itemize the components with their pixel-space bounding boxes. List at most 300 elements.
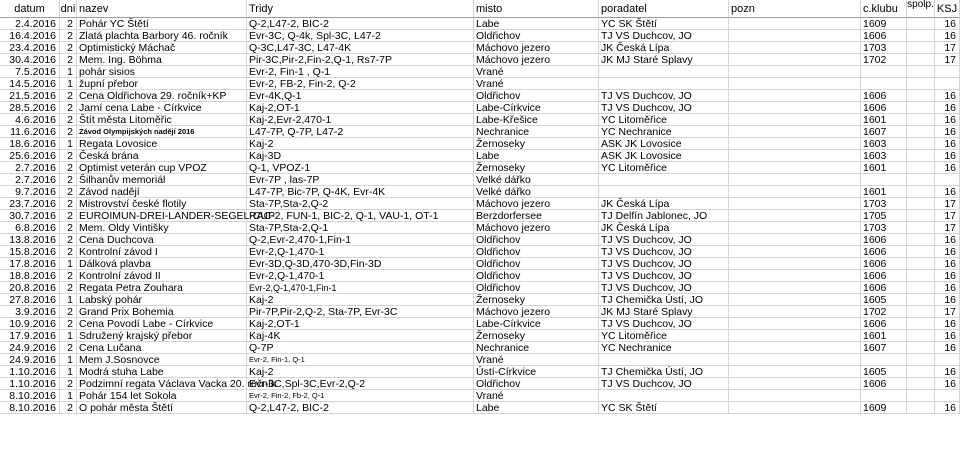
cell-spolp[interactable] (907, 102, 935, 114)
cell-pozn[interactable] (729, 174, 861, 186)
cell-ksj[interactable]: 17 (935, 222, 960, 234)
cell-nazev[interactable]: Grand Prix Bohemia (77, 306, 247, 318)
cell-datum[interactable]: 3.9.2016 (0, 306, 60, 318)
cell-cklubu[interactable]: 1705 (861, 210, 907, 222)
cell-spolp[interactable] (907, 390, 935, 402)
cell-dni[interactable]: 2 (60, 150, 77, 162)
cell-dni[interactable]: 2 (60, 18, 77, 30)
cell-nazev[interactable]: Sdružený krajský přebor (77, 330, 247, 342)
cell-pozn[interactable] (729, 90, 861, 102)
cell-ksj[interactable]: 16 (935, 186, 960, 198)
cell-datum[interactable]: 13.8.2016 (0, 234, 60, 246)
cell-nazev[interactable]: Regata Lovosice (77, 138, 247, 150)
cell-ksj[interactable] (935, 174, 960, 186)
cell-poradatel[interactable]: TJ Delfín Jablonec, JO (599, 210, 729, 222)
cell-cklubu[interactable] (861, 78, 907, 90)
cell-pozn[interactable] (729, 138, 861, 150)
cell-nazev[interactable]: Regata Petra Zouhara (77, 282, 247, 294)
cell-misto[interactable]: Máchovo jezero (474, 222, 599, 234)
cell-tridy[interactable]: Kaj-2 (247, 138, 474, 150)
cell-misto[interactable]: Labe (474, 18, 599, 30)
cell-nazev[interactable]: Labský pohár (77, 294, 247, 306)
cell-ksj[interactable]: 16 (935, 402, 960, 414)
cell-spolp[interactable] (907, 54, 935, 66)
cell-tridy[interactable]: L47-7P, Q-7P, L47-2 (247, 126, 474, 138)
cell-datum[interactable]: 30.4.2016 (0, 54, 60, 66)
cell-spolp[interactable] (907, 18, 935, 30)
cell-dni[interactable]: 2 (60, 162, 77, 174)
cell-poradatel[interactable]: YC SK Štětí (599, 402, 729, 414)
cell-nazev[interactable]: Jarní cena Labe - Církvice (77, 102, 247, 114)
cell-spolp[interactable] (907, 150, 935, 162)
cell-spolp[interactable] (907, 246, 935, 258)
cell-tridy[interactable]: Evr-3C,Spl-3C,Evr-2,Q-2 (247, 378, 474, 390)
cell-misto[interactable]: Oldřichov (474, 30, 599, 42)
cell-ksj[interactable] (935, 78, 960, 90)
header-misto[interactable]: misto (474, 0, 599, 18)
cell-pozn[interactable] (729, 270, 861, 282)
cell-poradatel[interactable] (599, 78, 729, 90)
cell-dni[interactable]: 2 (60, 30, 77, 42)
cell-pozn[interactable] (729, 30, 861, 42)
cell-dni[interactable]: 2 (60, 198, 77, 210)
cell-poradatel[interactable]: TJ VS Duchcov, JO (599, 318, 729, 330)
cell-pozn[interactable] (729, 318, 861, 330)
cell-datum[interactable]: 23.4.2016 (0, 42, 60, 54)
cell-tridy[interactable]: Evr-3D,Q-3D,470-3D,Fin-3D (247, 258, 474, 270)
header-nazev[interactable]: nazev (77, 0, 247, 18)
cell-nazev[interactable]: Pohár YC Štětí (77, 18, 247, 30)
cell-pozn[interactable] (729, 366, 861, 378)
header-poradatel[interactable]: poradatel (599, 0, 729, 18)
cell-misto[interactable]: Máchovo jezero (474, 42, 599, 54)
cell-dni[interactable]: 2 (60, 306, 77, 318)
cell-nazev[interactable]: Dálková plavba (77, 258, 247, 270)
cell-dni[interactable]: 2 (60, 186, 77, 198)
cell-cklubu[interactable]: 1606 (861, 318, 907, 330)
cell-poradatel[interactable]: TJ VS Duchcov, JO (599, 282, 729, 294)
cell-datum[interactable]: 8.10.2016 (0, 402, 60, 414)
cell-ksj[interactable]: 16 (935, 138, 960, 150)
cell-dni[interactable]: 2 (60, 378, 77, 390)
cell-poradatel[interactable]: TJ VS Duchcov, JO (599, 258, 729, 270)
cell-poradatel[interactable]: JK Česká Lípa (599, 222, 729, 234)
cell-dni[interactable]: 2 (60, 222, 77, 234)
cell-datum[interactable]: 16.4.2016 (0, 30, 60, 42)
cell-datum[interactable]: 25.6.2016 (0, 150, 60, 162)
cell-tridy[interactable]: Q-7P (247, 342, 474, 354)
cell-poradatel[interactable]: YC Nechranice (599, 126, 729, 138)
cell-misto[interactable]: Oldřichov (474, 258, 599, 270)
cell-pozn[interactable] (729, 18, 861, 30)
cell-pozn[interactable] (729, 330, 861, 342)
cell-misto[interactable]: Žernoseky (474, 138, 599, 150)
cell-poradatel[interactable]: ASK JK Lovosice (599, 138, 729, 150)
cell-datum[interactable]: 11.6.2016 (0, 126, 60, 138)
cell-pozn[interactable] (729, 186, 861, 198)
cell-tridy[interactable]: Evr-2,Q-1,470-1,Fin-1 (247, 282, 474, 294)
cell-pozn[interactable] (729, 54, 861, 66)
cell-nazev[interactable]: Cena Duchcova (77, 234, 247, 246)
cell-ksj[interactable]: 16 (935, 102, 960, 114)
cell-dni[interactable]: 1 (60, 330, 77, 342)
cell-nazev[interactable]: Mem. Ing. Böhma (77, 54, 247, 66)
cell-datum[interactable]: 7.5.2016 (0, 66, 60, 78)
cell-cklubu[interactable]: 1703 (861, 198, 907, 210)
cell-misto[interactable]: Vrané (474, 78, 599, 90)
cell-cklubu[interactable]: 1702 (861, 306, 907, 318)
cell-misto[interactable]: Žernoseky (474, 330, 599, 342)
cell-misto[interactable]: Vrané (474, 390, 599, 402)
cell-cklubu[interactable]: 1601 (861, 162, 907, 174)
cell-misto[interactable]: Máchovo jezero (474, 198, 599, 210)
cell-nazev[interactable]: Šilhanův memoriál (77, 174, 247, 186)
cell-datum[interactable]: 18.8.2016 (0, 270, 60, 282)
cell-cklubu[interactable]: 1605 (861, 294, 907, 306)
cell-cklubu[interactable]: 1606 (861, 282, 907, 294)
cell-ksj[interactable]: 16 (935, 162, 960, 174)
cell-ksj[interactable]: 16 (935, 90, 960, 102)
cell-pozn[interactable] (729, 78, 861, 90)
cell-spolp[interactable] (907, 342, 935, 354)
cell-spolp[interactable] (907, 174, 935, 186)
cell-tridy[interactable]: Q-1, VPOZ-1 (247, 162, 474, 174)
cell-datum[interactable]: 2.4.2016 (0, 18, 60, 30)
cell-spolp[interactable] (907, 270, 935, 282)
cell-cklubu[interactable]: 1601 (861, 114, 907, 126)
cell-datum[interactable]: 24.9.2016 (0, 342, 60, 354)
cell-datum[interactable]: 23.7.2016 (0, 198, 60, 210)
cell-cklubu[interactable]: 1606 (861, 234, 907, 246)
cell-datum[interactable]: 15.8.2016 (0, 246, 60, 258)
cell-spolp[interactable] (907, 294, 935, 306)
cell-cklubu[interactable]: 1601 (861, 330, 907, 342)
cell-nazev[interactable]: pohár sisios (77, 66, 247, 78)
cell-cklubu[interactable]: 1609 (861, 18, 907, 30)
cell-poradatel[interactable]: YC SK Štětí (599, 18, 729, 30)
cell-tridy[interactable]: Q-3C,L47-3C, L47-4K (247, 42, 474, 54)
cell-spolp[interactable] (907, 282, 935, 294)
cell-tridy[interactable]: Pir-7P,Pir-2,Q-2, Sta-7P, Evr-3C (247, 306, 474, 318)
header-spolp[interactable]: spolp. (907, 0, 935, 18)
cell-misto[interactable]: Oldřichov (474, 282, 599, 294)
cell-spolp[interactable] (907, 318, 935, 330)
cell-nazev[interactable]: Kontrolní závod I (77, 246, 247, 258)
cell-poradatel[interactable]: TJ VS Duchcov, JO (599, 234, 729, 246)
cell-ksj[interactable]: 16 (935, 318, 960, 330)
cell-cklubu[interactable]: 1603 (861, 138, 907, 150)
cell-spolp[interactable] (907, 78, 935, 90)
cell-spolp[interactable] (907, 234, 935, 246)
cell-nazev[interactable]: Štít města Litoměřic (77, 114, 247, 126)
cell-dni[interactable]: 2 (60, 318, 77, 330)
cell-poradatel[interactable] (599, 66, 729, 78)
cell-cklubu[interactable]: 1606 (861, 246, 907, 258)
cell-tridy[interactable]: Evr-7P , las-7P (247, 174, 474, 186)
cell-ksj[interactable]: 17 (935, 54, 960, 66)
cell-pozn[interactable] (729, 246, 861, 258)
cell-cklubu[interactable]: 1609 (861, 402, 907, 414)
cell-pozn[interactable] (729, 342, 861, 354)
cell-spolp[interactable] (907, 330, 935, 342)
cell-pozn[interactable] (729, 42, 861, 54)
cell-poradatel[interactable]: JK Česká Lípa (599, 198, 729, 210)
cell-ksj[interactable]: 17 (935, 42, 960, 54)
cell-cklubu[interactable]: 1702 (861, 54, 907, 66)
cell-cklubu[interactable]: 1606 (861, 90, 907, 102)
cell-datum[interactable]: 1.10.2016 (0, 366, 60, 378)
cell-datum[interactable]: 17.9.2016 (0, 330, 60, 342)
cell-nazev[interactable]: Závod Olympijských nadějí 2016 (77, 126, 247, 138)
cell-spolp[interactable] (907, 66, 935, 78)
cell-dni[interactable]: 1 (60, 366, 77, 378)
cell-dni[interactable]: 2 (60, 114, 77, 126)
cell-nazev[interactable]: Zlatá plachta Barbory 46. ročník (77, 30, 247, 42)
cell-nazev[interactable]: Podzimní regata Václava Vacka 20. ročník (79, 378, 277, 390)
cell-misto[interactable]: Máchovo jezero (474, 54, 599, 66)
cell-pozn[interactable] (729, 378, 861, 390)
cell-poradatel[interactable]: YC Litoměřice (599, 114, 729, 126)
cell-nazev[interactable]: Česká brána (77, 150, 247, 162)
cell-dni[interactable]: 1 (60, 66, 77, 78)
cell-ksj[interactable]: 16 (935, 18, 960, 30)
cell-ksj[interactable]: 16 (935, 234, 960, 246)
cell-poradatel[interactable]: JK MJ Staré Splavy (599, 306, 729, 318)
cell-tridy[interactable]: Kaj-3D (247, 150, 474, 162)
cell-misto[interactable]: Žernoseky (474, 162, 599, 174)
cell-ksj[interactable]: 16 (935, 330, 960, 342)
cell-spolp[interactable] (907, 366, 935, 378)
cell-tridy[interactable]: Evr-2, Fin-1, Q-1 (247, 354, 474, 366)
cell-misto[interactable]: Nechranice (474, 342, 599, 354)
cell-dni[interactable]: 2 (60, 210, 77, 222)
cell-dni[interactable]: 2 (60, 270, 77, 282)
cell-datum[interactable]: 17.8.2016 (0, 258, 60, 270)
cell-datum[interactable]: 6.8.2016 (0, 222, 60, 234)
cell-dni[interactable]: 2 (60, 246, 77, 258)
cell-spolp[interactable] (907, 306, 935, 318)
cell-tridy[interactable]: Sta-7P,Sta-2,Q-2 (247, 198, 474, 210)
cell-spolp[interactable] (907, 186, 935, 198)
cell-cklubu[interactable]: 1606 (861, 102, 907, 114)
cell-ksj[interactable]: 16 (935, 366, 960, 378)
cell-misto[interactable]: Labe (474, 150, 599, 162)
header-tridy[interactable]: Tridy (247, 0, 474, 18)
cell-dni[interactable]: 2 (60, 90, 77, 102)
cell-dni[interactable]: 2 (60, 234, 77, 246)
cell-poradatel[interactable]: ASK JK Lovosice (599, 150, 729, 162)
cell-tridy[interactable]: Evr-2,Q-1,470-1 (247, 270, 474, 282)
cell-misto[interactable]: Labe (474, 402, 599, 414)
cell-cklubu[interactable]: 1607 (861, 126, 907, 138)
cell-poradatel[interactable]: TJ VS Duchcov, JO (599, 90, 729, 102)
cell-pozn[interactable] (729, 102, 861, 114)
cell-misto[interactable]: Labe-Církvice (474, 102, 599, 114)
cell-cklubu[interactable]: 1601 (861, 186, 907, 198)
cell-ksj[interactable]: 16 (935, 294, 960, 306)
cell-spolp[interactable] (907, 198, 935, 210)
cell-cklubu[interactable]: 1606 (861, 378, 907, 390)
cell-datum[interactable]: 2.7.2016 (0, 174, 60, 186)
cell-misto[interactable]: Máchovo jezero (474, 306, 599, 318)
cell-spolp[interactable] (907, 210, 935, 222)
cell-datum[interactable]: 21.5.2016 (0, 90, 60, 102)
cell-spolp[interactable] (907, 258, 935, 270)
cell-pozn[interactable] (729, 198, 861, 210)
cell-dni[interactable]: 1 (60, 138, 77, 150)
cell-spolp[interactable] (907, 162, 935, 174)
cell-datum[interactable]: 14.5.2016 (0, 78, 60, 90)
cell-pozn[interactable] (729, 258, 861, 270)
cell-cklubu[interactable]: 1603 (861, 150, 907, 162)
cell-ksj[interactable] (935, 390, 960, 402)
cell-cklubu[interactable]: 1606 (861, 30, 907, 42)
cell-nazev[interactable]: Cena Oldřichova 29. ročník+KP (77, 90, 247, 102)
cell-misto[interactable]: Žernoseky (474, 294, 599, 306)
cell-ksj[interactable]: 16 (935, 126, 960, 138)
cell-misto[interactable]: Oldřichov (474, 234, 599, 246)
cell-poradatel[interactable]: YC Nechranice (599, 342, 729, 354)
cell-nazev[interactable]: Optimist veterán cup VPOZ (77, 162, 247, 174)
cell-cklubu[interactable]: 1606 (861, 270, 907, 282)
cell-nazev[interactable]: Optimistický Máchač (77, 42, 247, 54)
cell-spolp[interactable] (907, 90, 935, 102)
cell-datum[interactable]: 4.6.2016 (0, 114, 60, 126)
cell-poradatel[interactable]: JK Česká Lípa (599, 42, 729, 54)
cell-datum[interactable]: 28.5.2016 (0, 102, 60, 114)
cell-datum[interactable]: 30.7.2016 (0, 210, 60, 222)
cell-nazev[interactable]: Mem J.Sosnovce (77, 354, 247, 366)
cell-dni[interactable]: 2 (60, 174, 77, 186)
cell-poradatel[interactable]: TJ VS Duchcov, JO (599, 270, 729, 282)
cell-dni[interactable]: 1 (60, 78, 77, 90)
cell-dni[interactable]: 2 (60, 282, 77, 294)
cell-poradatel[interactable]: TJ VS Duchcov, JO (599, 378, 729, 390)
cell-cklubu[interactable]: 1606 (861, 258, 907, 270)
cell-tridy[interactable]: Kaj-2,OT-1 (247, 318, 474, 330)
cell-datum[interactable]: 24.9.2016 (0, 354, 60, 366)
cell-pozn[interactable] (729, 162, 861, 174)
cell-cklubu[interactable] (861, 390, 907, 402)
cell-spolp[interactable] (907, 30, 935, 42)
cell-ksj[interactable] (935, 66, 960, 78)
cell-poradatel[interactable]: YC Litoměřice (599, 162, 729, 174)
cell-misto[interactable]: Velké dářko (474, 174, 599, 186)
cell-ksj[interactable]: 16 (935, 270, 960, 282)
cell-tridy[interactable]: Evr-3C, Q-4k, Spl-3C, L47-2 (247, 30, 474, 42)
cell-datum[interactable]: 10.9.2016 (0, 318, 60, 330)
cell-pozn[interactable] (729, 150, 861, 162)
cell-cklubu[interactable]: 1607 (861, 342, 907, 354)
cell-misto[interactable]: Labe-Církvice (474, 318, 599, 330)
cell-poradatel[interactable]: TJ Chemička Ústí, JO (599, 366, 729, 378)
cell-poradatel[interactable]: YC Litoměřice (599, 330, 729, 342)
cell-tridy[interactable]: Sta-7P,Sta-2,Q-1 (247, 222, 474, 234)
cell-poradatel[interactable] (599, 390, 729, 402)
cell-tridy[interactable]: Evr-2, Fin-2, Fb-2, Q-1 (247, 390, 474, 402)
cell-datum[interactable]: 1.10.2016 (0, 378, 60, 390)
cell-cklubu[interactable]: 1703 (861, 42, 907, 54)
header-datum[interactable]: datum (0, 0, 60, 18)
cell-misto[interactable]: Ústí-Církvice (474, 366, 599, 378)
cell-pozn[interactable] (729, 234, 861, 246)
cell-ksj[interactable]: 16 (935, 150, 960, 162)
cell-tridy[interactable]: Kaj-2 (247, 294, 474, 306)
cell-dni[interactable]: 1 (60, 354, 77, 366)
cell-poradatel[interactable]: TJ VS Duchcov, JO (599, 246, 729, 258)
cell-poradatel[interactable]: TJ VS Duchcov, JO (599, 30, 729, 42)
cell-misto[interactable]: Vrané (474, 66, 599, 78)
cell-spolp[interactable] (907, 378, 935, 390)
cell-spolp[interactable] (907, 402, 935, 414)
cell-misto[interactable]: Oldřichov (474, 270, 599, 282)
cell-tridy[interactable]: Kaj-2 (247, 366, 474, 378)
cell-tridy[interactable]: Evr-2,Q-1,470-1 (247, 246, 474, 258)
cell-nazev[interactable]: Modrá stuha Labe (77, 366, 247, 378)
cell-tridy[interactable]: Q-2,L47-2, BIC-2 (247, 402, 474, 414)
cell-cklubu[interactable] (861, 354, 907, 366)
cell-pozn[interactable] (729, 66, 861, 78)
cell-spolp[interactable] (907, 42, 935, 54)
cell-ksj[interactable]: 16 (935, 378, 960, 390)
cell-nazev[interactable]: Mem. Oldy Vintišky (77, 222, 247, 234)
cell-tridy[interactable]: Kaj-4K (247, 330, 474, 342)
cell-poradatel[interactable] (599, 174, 729, 186)
cell-misto[interactable]: Berzdorfersee (474, 210, 599, 222)
cell-pozn[interactable] (729, 114, 861, 126)
cell-nazev[interactable]: Závod nadějí (77, 186, 247, 198)
cell-ksj[interactable]: 17 (935, 306, 960, 318)
cell-tridy[interactable]: Evr-2, FB-2, Fin-2, Q-2 (247, 78, 474, 90)
cell-spolp[interactable] (907, 126, 935, 138)
cell-pozn[interactable] (729, 402, 861, 414)
cell-poradatel[interactable]: JK MJ Staré Splavy (599, 54, 729, 66)
cell-spolp[interactable] (907, 222, 935, 234)
cell-dni[interactable]: 1 (60, 258, 77, 270)
cell-tridy[interactable]: Kaj-2,Evr-2,470-1 (247, 114, 474, 126)
cell-ksj[interactable] (935, 354, 960, 366)
cell-ksj[interactable]: 16 (935, 114, 960, 126)
cell-pozn[interactable] (729, 306, 861, 318)
cell-cklubu[interactable]: 1605 (861, 366, 907, 378)
cell-misto[interactable]: Velké dářko (474, 186, 599, 198)
header-ksj[interactable]: KSJ (935, 0, 960, 18)
cell-poradatel[interactable] (599, 354, 729, 366)
cell-nazev[interactable]: O pohár města Štětí (77, 402, 247, 414)
header-cklubu[interactable]: c.klubu (861, 0, 907, 18)
cell-nazev[interactable]: Kontrolní závod II (77, 270, 247, 282)
cell-pozn[interactable] (729, 390, 861, 402)
cell-tridy[interactable]: Evr-2, Fin-1 , Q-1 (247, 66, 474, 78)
cell-dni[interactable]: 2 (60, 54, 77, 66)
cell-dni[interactable]: 2 (60, 42, 77, 54)
cell-nazev[interactable]: Pohár 154 let Sokola (77, 390, 247, 402)
cell-tridy[interactable]: Kaj-2,OT-1 (247, 102, 474, 114)
cell-poradatel[interactable] (599, 186, 729, 198)
cell-misto[interactable]: Oldřichov (474, 378, 599, 390)
cell-datum[interactable]: 20.8.2016 (0, 282, 60, 294)
cell-tridy[interactable]: L47-7P, Bic-7P, Q-4K, Evr-4K (247, 186, 474, 198)
cell-spolp[interactable] (907, 138, 935, 150)
cell-tridy[interactable]: Q-2,Evr-2,470-1,Fin-1 (247, 234, 474, 246)
cell-misto[interactable]: Labe-Křešice (474, 114, 599, 126)
cell-cklubu[interactable] (861, 174, 907, 186)
cell-dni[interactable]: 2 (60, 342, 77, 354)
cell-ksj[interactable]: 17 (935, 210, 960, 222)
cell-tridy[interactable]: Evr-4K,Q-1 (247, 90, 474, 102)
cell-misto[interactable]: Oldřichov (474, 246, 599, 258)
cell-pozn[interactable] (729, 294, 861, 306)
